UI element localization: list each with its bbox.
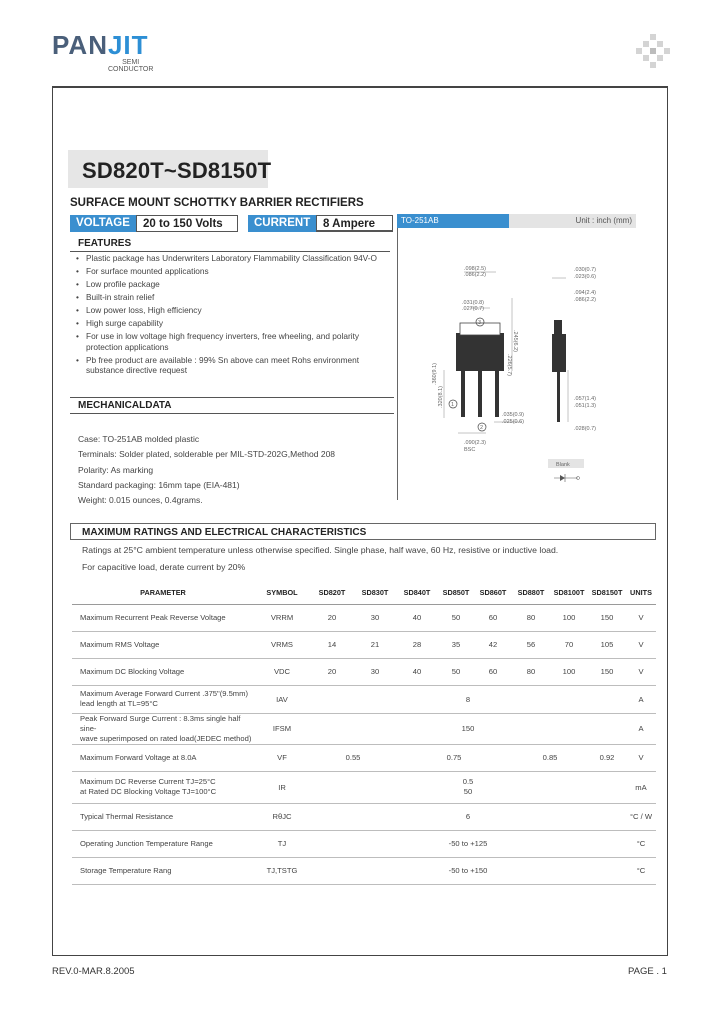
param-cell: Maximum DC Blocking Voltage	[80, 666, 185, 676]
mech-terminals: Terminals: Solder plated, solderable per MIL-STD-202G,Method 208	[78, 449, 336, 459]
voltage-label-badge: VOLTAGE	[70, 215, 136, 232]
value-cell: 40	[412, 667, 422, 676]
param-line: wave superimposed on rated load(JEDEC method)	[80, 733, 252, 743]
revision-label: REV.0-MAR.8.2005	[52, 966, 135, 977]
lead-3	[495, 371, 499, 417]
value-cell: 6	[465, 812, 471, 821]
unit-cell: V	[638, 613, 644, 622]
current-value-badge: 8 Ampere	[316, 215, 393, 232]
param-cell: Storage Temperature Rang	[80, 865, 172, 875]
value-cell: 100	[562, 667, 576, 676]
table-row	[72, 803, 656, 830]
dim-top-width: .098(2.5)	[464, 266, 487, 272]
page-number: PAGE . 1	[628, 966, 667, 977]
dim-side-l2: .051(1.3)	[574, 403, 597, 409]
col-parameter: PARAMETER	[140, 588, 186, 598]
table-row	[72, 744, 656, 771]
unit-bar: Unit : inch (mm)	[509, 214, 636, 228]
value-cell: 35	[451, 640, 461, 649]
col-sd850t: SD850T	[442, 588, 470, 598]
table-row	[72, 631, 656, 658]
value-cell: 14	[327, 640, 337, 649]
dim-side-l1: .057(1.4)	[574, 396, 597, 402]
logo-subtitle	[108, 59, 153, 73]
value-cell: 150	[461, 724, 475, 733]
features-heading: FEATURES	[78, 238, 132, 249]
symbol-cell: VRRM	[270, 613, 294, 622]
decorative-dots-icon	[636, 34, 670, 68]
value-cell: 40	[412, 613, 422, 622]
value-cell: 150	[600, 613, 614, 622]
logo-sub-semi: SEMI	[122, 59, 140, 66]
dim-side-h1: .094(2.4)	[574, 290, 597, 296]
value-cell: 20	[327, 613, 337, 622]
side-lead	[557, 372, 560, 422]
unit-cell: °C / W	[629, 812, 653, 821]
col-sd8150t: SD8150T	[591, 588, 623, 598]
param-cell	[72, 685, 254, 713]
col-symbol: SYMBOL	[266, 588, 298, 598]
param-cell	[72, 771, 254, 803]
voltage-value-badge: 20 to 150 Volts	[136, 215, 238, 232]
symbol-cell: RθJC	[272, 812, 292, 821]
table-row	[72, 857, 656, 884]
unit-cell: A	[638, 694, 644, 704]
current-label-badge: CURRENT	[248, 215, 316, 232]
mechanical-heading: MECHANICALDATA	[78, 400, 172, 411]
col-sd8100t: SD8100T	[553, 588, 585, 598]
param-line: lead length at TL=95°C	[80, 699, 158, 708]
param-line: Maximum DC Reverse Current TJ=25°C	[80, 777, 216, 786]
pin-1-label: 1	[451, 402, 455, 408]
col-sd860t: SD860T	[479, 588, 507, 598]
dim-height1: .245(6.2)	[512, 330, 518, 353]
table-row	[72, 771, 656, 803]
lead-1	[461, 371, 465, 417]
ratings-note-1: Ratings at 25°C ambient temperature unless otherwise specified. Single phase, half wave, 60 Hz, resistive or inductive load.	[82, 545, 559, 555]
col-sd820t: SD820T	[318, 588, 346, 598]
value-cell: 0.85	[542, 753, 558, 762]
value-cell: 42	[488, 640, 498, 649]
value-cell: 70	[564, 640, 574, 649]
param-line: Peak Forward Surge Current : 8.3ms single half sine-	[80, 713, 241, 733]
dim-side-h2: .086(2.2)	[574, 297, 597, 303]
dim-side-b: .028(0.7)	[574, 426, 597, 432]
value-cell: 30	[370, 613, 380, 622]
unit-cell: °C	[636, 866, 646, 875]
param-line: Maximum Average Forward Current .375"(9.5mm)	[80, 689, 248, 698]
mech-weight: Weight: 0.015 ounces, 0.4grams.	[78, 495, 203, 505]
table-row	[72, 658, 656, 685]
param-cell	[72, 713, 254, 744]
unit-cell: V	[638, 753, 644, 762]
value-cell: 50	[451, 613, 461, 622]
unit-cell: A	[638, 724, 644, 733]
page-subtitle: SURFACE MOUNT SCHOTTKY BARRIER RECTIFIERS	[70, 197, 364, 209]
param-cell: Typical Thermal Resistance	[80, 811, 174, 821]
logo-sub-conductor: CONDUCTOR	[108, 66, 154, 73]
symbol-cell: VRMS	[271, 640, 293, 649]
symbol-cell: IFSM	[272, 724, 292, 733]
symbol-cell: VDC	[273, 667, 291, 676]
value-cell: 56	[526, 640, 536, 649]
table-header-row	[72, 582, 656, 604]
symbol-cell: VF	[277, 753, 287, 762]
diode-symbol-icon	[560, 475, 565, 481]
feature-item: • Plastic package has Underwriters Laboratory Flammability Classification 94V-O	[76, 253, 386, 264]
table-row	[72, 604, 656, 631]
dim-lead-length2: .320(8.1)	[438, 385, 444, 408]
value-cell: 28	[412, 640, 422, 649]
dim-side-t2: .023(0.6)	[574, 274, 597, 280]
value-line: 0.5	[462, 777, 474, 786]
dim-tab-width: .031(0.8)	[462, 300, 485, 306]
param-cell: Operating Junction Temperature Range	[80, 838, 213, 848]
feature-item: • For surface mounted applications	[76, 266, 386, 277]
value-cell: 50	[451, 667, 461, 676]
symbol-cell: TJ	[277, 839, 287, 848]
value-cell: 0.55	[345, 753, 361, 762]
value-cell: 21	[370, 640, 380, 649]
mech-rule-bottom	[70, 413, 394, 414]
value-cell: 8	[465, 694, 471, 704]
blank-label: Blank	[556, 462, 570, 468]
dim-height2: .226(5.7)	[506, 354, 512, 377]
lead-2	[478, 371, 482, 417]
value-cell: 60	[488, 613, 498, 622]
col-units: UNITS	[630, 588, 652, 598]
param-line: at Rated DC Blocking Voltage TJ=100°C	[80, 787, 217, 796]
features-rule	[70, 251, 390, 252]
unit-cell: V	[638, 640, 644, 649]
dim-top-width2: .086(2.2)	[464, 272, 487, 278]
value-cell: 0.75	[446, 753, 462, 762]
symbol-cell: IR	[278, 782, 286, 792]
mech-packaging: Standard packaging: 16mm tape (EIA-481)	[78, 480, 240, 490]
value-cell: -50 to +150	[448, 866, 488, 875]
feature-item: • High surge capability	[76, 318, 386, 329]
pin-2-label: 2	[480, 425, 484, 431]
ratings-heading: MAXIMUM RATINGS AND ELECTRICAL CHARACTERISTICS	[82, 527, 367, 538]
value-cell: 100	[562, 613, 576, 622]
table-row	[72, 713, 656, 744]
symbol-cell: IAV	[276, 694, 288, 704]
dim-pitch2: BSC	[464, 447, 476, 453]
side-tab	[554, 320, 562, 334]
mech-polarity: Polarity: As marking	[78, 465, 154, 475]
unit-cell: °C	[636, 839, 646, 848]
param-cell: Maximum Recurrent Peak Reverse Voltage	[80, 612, 226, 622]
logo-jit: JIT	[107, 30, 149, 60]
value-cell: 105	[600, 640, 614, 649]
table-row	[72, 830, 656, 857]
feature-item: • Low power loss, High efficiency	[76, 305, 386, 316]
unit-cell: V	[638, 667, 644, 676]
value-cell: 80	[526, 667, 536, 676]
features-list	[76, 253, 386, 378]
pin-3-label: 3	[478, 320, 482, 326]
col-sd840t: SD840T	[403, 588, 431, 598]
dim-lead-width2: .025(0.6)	[502, 419, 525, 425]
feature-item: • For use in low voltage high frequency inverters, free wheeling, and polarity protection applications	[76, 331, 386, 352]
dim-lead-width: .035(0.9)	[502, 412, 525, 418]
ratings-table	[72, 582, 656, 885]
mech-rule-top	[70, 397, 394, 398]
param-cell: Maximum Forward Voltage at 8.0A	[80, 752, 197, 762]
value-cell: 150	[600, 667, 614, 676]
dim-tab-width2: .027(0.7)	[462, 306, 485, 312]
dim-pitch: .090(2.3)	[464, 440, 487, 446]
value-cell: 0.92	[599, 753, 615, 762]
page-title: SD820T~SD8150T	[82, 158, 272, 183]
value-cell: -50 to +125	[448, 839, 488, 848]
side-body	[552, 334, 566, 372]
param-cell: Maximum RMS Voltage	[80, 639, 160, 649]
symbol-cell: TJ,TSTG	[266, 866, 298, 875]
col-sd880t: SD880T	[517, 588, 545, 598]
value-line: 50	[463, 787, 473, 796]
package-name-bar: TO-251AB	[397, 214, 509, 228]
mech-case: Case: TO-251AB molded plastic	[78, 434, 200, 444]
brand-logo	[52, 30, 149, 61]
table-row	[72, 685, 656, 713]
value-cell	[310, 771, 626, 803]
ratings-note-2: For capacitive load, derate current by 20%	[82, 562, 246, 572]
unit-cell: mA	[635, 782, 647, 792]
value-cell: 80	[526, 613, 536, 622]
feature-item: • Low profile package	[76, 279, 386, 290]
package-outline-diagram	[398, 230, 636, 500]
col-sd830t: SD830T	[361, 588, 389, 598]
package-body	[456, 333, 504, 371]
dim-lead-length: .360(9.1)	[432, 362, 438, 385]
value-cell: 30	[370, 667, 380, 676]
feature-item: • Pb free product are available : 99% Sn above can meet Rohs environment substance directive request	[76, 355, 386, 376]
value-cell: 20	[327, 667, 337, 676]
value-cell: 60	[488, 667, 498, 676]
dim-side-t1: .030(0.7)	[574, 267, 597, 273]
feature-item: • Built-in strain relief	[76, 292, 386, 303]
logo-pan: PAN	[52, 30, 108, 60]
